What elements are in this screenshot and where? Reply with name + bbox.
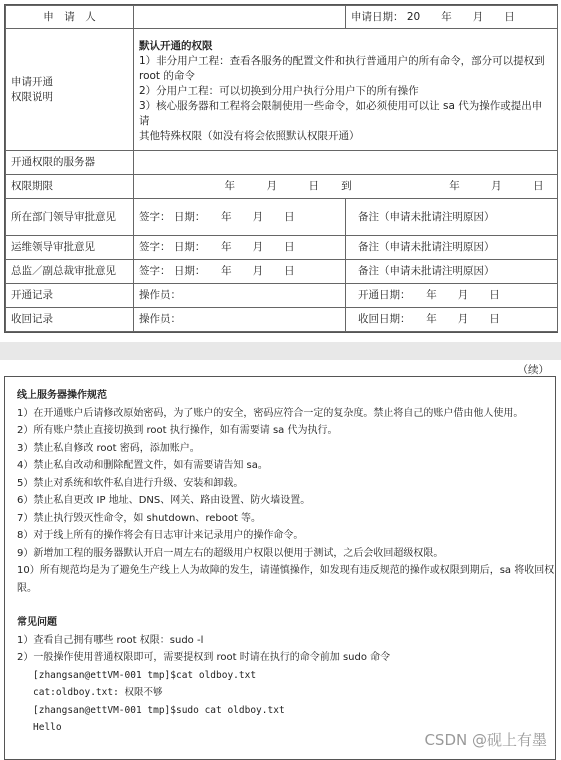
open-operator[interactable]: 操作员： <box>134 284 346 308</box>
approval-note-director[interactable]: 备注（申请未批请注明原因） <box>346 260 558 284</box>
rule-item: 1）在开通账户后请修改原始密码，为了账户的安全，密码应符合一定的复杂度。禁止将自己的账户借由他人使用。 <box>17 407 524 419</box>
approval-sign-director[interactable] <box>134 260 346 284</box>
date-label: 日期： 年 月 日 <box>173 265 295 277</box>
code-line: [zhangsan@ettVM-001 tmp]$sudo cat oldboy.txt <box>33 704 285 716</box>
rule-item: 7）禁止执行毁灭性命令，如 shutdown、reboot 等。 <box>17 512 262 524</box>
revoke-operator[interactable]: 操作员： <box>134 308 346 332</box>
perm-item: 1）非分用户工程：查看各服务的配置文件和执行普通用户的所有命令，部分可以提权到 root 的命令 <box>139 54 545 82</box>
watermark: CSDN @砚上有墨 <box>424 731 547 749</box>
faq-item: 1）查看自己拥有哪些 root 权限：sudo -l <box>17 634 204 646</box>
approval-note-dept[interactable]: 备注（申请未批请注明原因） <box>346 199 558 236</box>
rule-item: 2）所有账户禁止直接切换到 root 执行操作，如有需要请 sa 代为执行。 <box>17 425 338 436</box>
date-label: 日期： 年 月 日 <box>173 210 295 223</box>
code-line: cat:oldboy.txt: 权限不够 <box>33 687 163 698</box>
sign-label: 签字： <box>139 265 171 277</box>
perm-label: 申请开通 权限说明 <box>6 29 134 151</box>
spacer <box>17 597 555 614</box>
approval-note-ops[interactable]: 备注（申请未批请注明原因） <box>346 236 558 260</box>
applicant-field[interactable] <box>134 6 346 29</box>
period-field[interactable] <box>134 175 558 199</box>
applicant-label: 申 请 人 <box>6 6 134 29</box>
faq-item: 2）一般操作使用普通权限即可，需要提权到 root 时请在执行的命令前加 sudo 命令 <box>17 652 391 663</box>
approval-label-director: 总监／副总裁审批意见 <box>6 260 134 284</box>
rule-item: 10）所有规范均是为了避免生产线上人为故障的发生，请谨慎操作，如发现有违反规范的操作或权限到期后，sa 将收回权限。 <box>17 565 555 594</box>
period-to-word: 到 <box>341 180 352 192</box>
form-table <box>5 5 558 332</box>
perm-item: 3）核心服务器和工程将会限制使用一些命令，如必须使用可以让 sa 代为操作或提出申请 <box>139 99 543 127</box>
approval-sign-ops[interactable] <box>134 236 346 260</box>
rule-item: 6）禁止私自更改 IP 地址、DNS、网关、路由设置、防火墙设置。 <box>17 495 311 506</box>
open-record-label: 开通记录 <box>6 284 134 308</box>
period-to: 年 月 日 <box>449 180 544 192</box>
approval-label-dept: 所在部门领导审批意见 <box>6 199 134 236</box>
period-from: 年 月 日 <box>224 180 319 192</box>
page-gap <box>0 342 561 360</box>
approval-label-ops: 运维领导审批意见 <box>6 236 134 260</box>
code-line: Hello <box>33 722 62 733</box>
perm-title: 默认开通的权限 <box>139 39 213 52</box>
permission-application-form <box>4 4 558 333</box>
rule-item: 3）禁止私自修改 root 密码，添加账户。 <box>17 442 200 454</box>
approval-sign-dept[interactable] <box>134 199 346 236</box>
continued-mark: （续） <box>517 364 549 376</box>
code-line: [zhangsan@ettVM-001 tmp]$cat oldboy.txt <box>33 669 257 681</box>
sign-label: 签字： <box>139 210 171 223</box>
apply-date-value: 20 年 月 日 <box>406 10 515 23</box>
server-label: 开通权限的服务器 <box>6 151 134 175</box>
revoke-date[interactable]: 收回日期： 年 月 日 <box>346 308 558 332</box>
sign-label: 签字： <box>139 241 171 253</box>
operation-rules-box <box>4 376 556 760</box>
rule-item: 9）新增加工程的服务器默认开启一周左右的超级用户权限以便用于测试，之后会收回超级权限。 <box>17 547 444 559</box>
rule-item: 8）对于线上所有的操作将会有日志审计来记录用户的操作命令。 <box>17 530 304 541</box>
rule-item: 5）禁止对系统和软件私自进行升级、安装和卸载。 <box>17 477 244 489</box>
server-field[interactable] <box>134 151 558 175</box>
rules-title: 线上服务器操作规范 <box>17 390 107 401</box>
revoke-record-label: 收回记录 <box>6 308 134 332</box>
open-date[interactable]: 开通日期： 年 月 日 <box>346 284 558 308</box>
perm-item: 2）分用户工程：可以切换到分用户执行分用户下的所有操作 <box>139 84 419 97</box>
perm-description <box>134 29 558 151</box>
rule-item: 4）禁止私自改动和删除配置文件，如有需要请告知 sa。 <box>17 460 268 471</box>
perm-item: 其他特殊权限（如没有将会依照默认权限开通） <box>139 129 360 142</box>
date-label: 日期： 年 月 日 <box>173 241 295 253</box>
apply-date-cell[interactable] <box>346 6 558 29</box>
apply-date-label: 申请日期： <box>351 10 404 23</box>
faq-title: 常见问题 <box>17 617 57 628</box>
period-label: 权限期限 <box>6 175 134 199</box>
